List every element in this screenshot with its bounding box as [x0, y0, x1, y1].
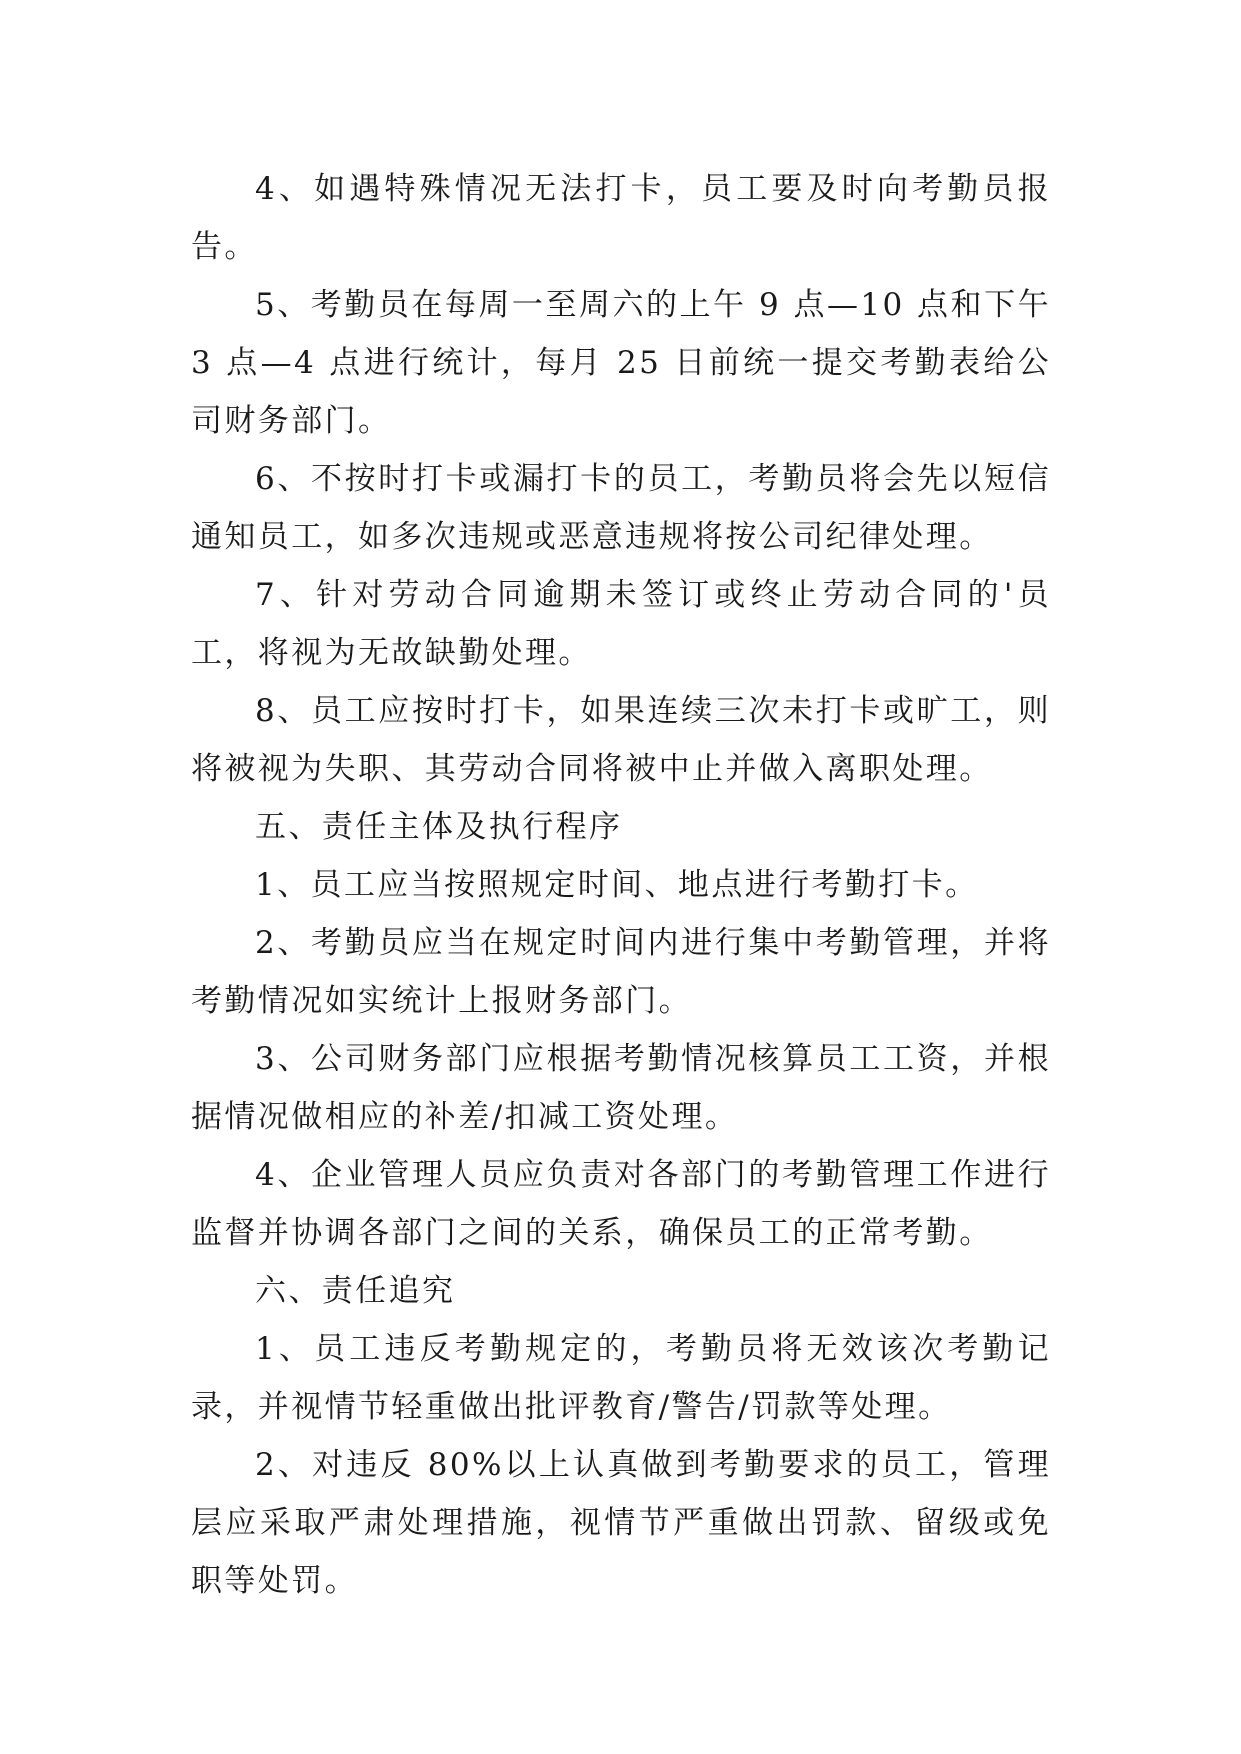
paragraph-accountability-1: 1、员工违反考勤规定的，考勤员将无效该次考勤记录，并视情节轻重做出批评教育/警告/罚款等处理。	[191, 1331, 1051, 1425]
section-heading-responsibility: 五、责任主体及执行程序	[255, 809, 623, 845]
paragraph-clause-4-special-cases: 4、如遇特殊情况无法打卡，员工要及时向考勤员报告。	[191, 171, 1051, 265]
paragraph-duty-4-management: 4、企业管理人员应负责对各部门的考勤管理工作进行监督并协调各部门之间的关系，确保员工的正常考勤。	[191, 1157, 1051, 1251]
paragraph-clause-7-labor-contract: 7、针对劳动合同逾期未签订或终止劳动合同的'员工，将视为无故缺勤处理。	[191, 577, 1051, 671]
paragraph-accountability-2: 2、对违反 80%以上认真做到考勤要求的员工，管理层应采取严肃处理措施，视情节严重做出罚款、留级或免职等处罚。	[191, 1447, 1051, 1599]
paragraph-duty-1-employees: 1、员工应当按照规定时间、地点进行考勤打卡。	[255, 867, 979, 903]
paragraph-clause-8-absenteeism: 8、员工应按时打卡，如果连续三次未打卡或旷工，则将被视为失职、其劳动合同将被中止并做入离职处理。	[191, 693, 1051, 787]
section-heading-accountability: 六、责任追究	[255, 1273, 456, 1309]
document-body	[191, 160, 1051, 1610]
paragraph-clause-6-missed-clock-in: 6、不按时打卡或漏打卡的员工，考勤员将会先以短信通知员工，如多次违规或恶意违规将按公司纪律处理。	[191, 461, 1051, 555]
paragraph-duty-3-finance: 3、公司财务部门应根据考勤情况核算员工工资，并根据情况做相应的补差/扣减工资处理。	[191, 1041, 1051, 1135]
paragraph-duty-2-attendance-clerk: 2、考勤员应当在规定时间内进行集中考勤管理，并将考勤情况如实统计上报财务部门。	[191, 925, 1051, 1019]
paragraph-clause-5-statistics-schedule: 5、考勤员在每周一至周六的上午 9 点—10 点和下午 3 点—4 点进行统计，每月 25 日前统一提交考勤表给公司财务部门。	[191, 287, 1051, 439]
